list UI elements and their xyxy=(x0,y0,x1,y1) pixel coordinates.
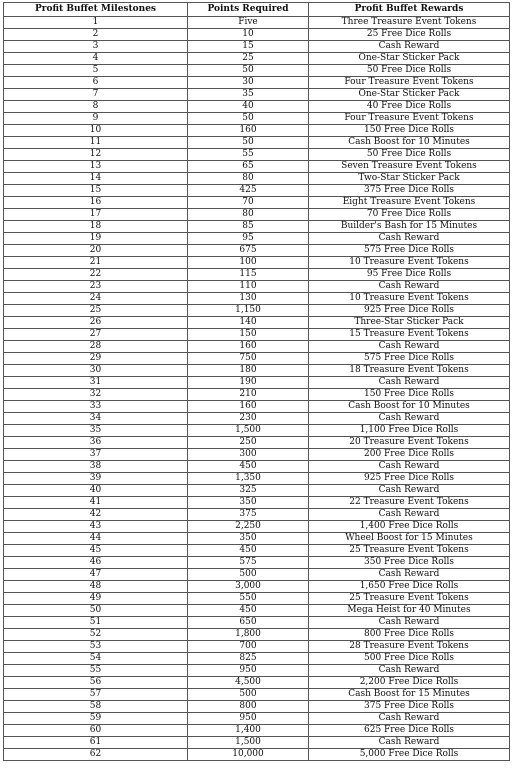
points-cell: 180 xyxy=(188,365,309,377)
table-row xyxy=(4,401,510,413)
points-cell: 250 xyxy=(188,437,309,449)
table-row xyxy=(4,281,510,293)
reward-cell: Cash Reward xyxy=(309,509,510,521)
reward-cell: Cash Reward xyxy=(309,485,510,497)
table-row xyxy=(4,617,510,629)
table-row xyxy=(4,581,510,593)
table-row xyxy=(4,137,510,149)
points-cell: 190 xyxy=(188,377,309,389)
points-cell: 50 xyxy=(188,65,309,77)
milestone-cell: 27 xyxy=(4,329,188,341)
table-row xyxy=(4,737,510,749)
points-cell: 4,500 xyxy=(188,677,309,689)
table-row xyxy=(4,125,510,137)
reward-cell: Cash Reward xyxy=(309,413,510,425)
table-row xyxy=(4,425,510,437)
reward-cell: Cash Reward xyxy=(309,233,510,245)
reward-cell: Cash Reward xyxy=(309,713,510,725)
points-cell: 230 xyxy=(188,413,309,425)
reward-cell: 200 Free Dice Rolls xyxy=(309,449,510,461)
milestone-cell: 38 xyxy=(4,461,188,473)
header-milestones: Profit Buffet Milestones xyxy=(4,3,188,17)
table-row xyxy=(4,641,510,653)
table-row xyxy=(4,677,510,689)
reward-cell: 5,000 Free Dice Rolls xyxy=(309,749,510,761)
table-row xyxy=(4,461,510,473)
reward-cell: 25 Treasure Event Tokens xyxy=(309,593,510,605)
table-row xyxy=(4,209,510,221)
points-cell: 85 xyxy=(188,221,309,233)
points-cell: 375 xyxy=(188,509,309,521)
milestone-cell: 10 xyxy=(4,125,188,137)
reward-cell: 575 Free Dice Rolls xyxy=(309,245,510,257)
table-row xyxy=(4,497,510,509)
milestone-cell: 44 xyxy=(4,533,188,545)
milestone-cell: 14 xyxy=(4,173,188,185)
table-row xyxy=(4,269,510,281)
table-row xyxy=(4,317,510,329)
table-row xyxy=(4,257,510,269)
reward-cell: Eight Treasure Event Tokens xyxy=(309,197,510,209)
points-cell: 300 xyxy=(188,449,309,461)
milestone-cell: 52 xyxy=(4,629,188,641)
reward-cell: 28 Treasure Event Tokens xyxy=(309,641,510,653)
points-cell: 25 xyxy=(188,53,309,65)
reward-cell: 575 Free Dice Rolls xyxy=(309,353,510,365)
milestone-cell: 30 xyxy=(4,365,188,377)
milestone-cell: 7 xyxy=(4,89,188,101)
table-row xyxy=(4,449,510,461)
milestone-cell: 40 xyxy=(4,485,188,497)
points-cell: 825 xyxy=(188,653,309,665)
table-row xyxy=(4,65,510,77)
table-row xyxy=(4,389,510,401)
milestone-cell: 6 xyxy=(4,77,188,89)
profit-buffet-table xyxy=(3,2,510,761)
milestone-cell: 60 xyxy=(4,725,188,737)
milestone-cell: 41 xyxy=(4,497,188,509)
table-row xyxy=(4,557,510,569)
points-cell: 55 xyxy=(188,149,309,161)
milestone-cell: 12 xyxy=(4,149,188,161)
points-cell: 750 xyxy=(188,353,309,365)
reward-cell: Cash Boost for 10 Minutes xyxy=(309,137,510,149)
milestone-cell: 11 xyxy=(4,137,188,149)
points-cell: 2,250 xyxy=(188,521,309,533)
points-cell: 450 xyxy=(188,461,309,473)
table-row xyxy=(4,569,510,581)
points-cell: 160 xyxy=(188,341,309,353)
points-cell: 950 xyxy=(188,665,309,677)
milestone-cell: 39 xyxy=(4,473,188,485)
milestone-cell: 53 xyxy=(4,641,188,653)
reward-cell: 18 Treasure Event Tokens xyxy=(309,365,510,377)
reward-cell: Cash Boost for 15 Minutes xyxy=(309,689,510,701)
milestone-cell: 15 xyxy=(4,185,188,197)
points-cell: 40 xyxy=(188,101,309,113)
milestone-cell: 4 xyxy=(4,53,188,65)
table-row xyxy=(4,689,510,701)
points-cell: 650 xyxy=(188,617,309,629)
milestone-cell: 46 xyxy=(4,557,188,569)
milestone-cell: 16 xyxy=(4,197,188,209)
reward-cell: 1,400 Free Dice Rolls xyxy=(309,521,510,533)
table-row xyxy=(4,545,510,557)
points-cell: 80 xyxy=(188,209,309,221)
points-cell: 450 xyxy=(188,545,309,557)
milestone-cell: 1 xyxy=(4,17,188,29)
table-row xyxy=(4,413,510,425)
table-row xyxy=(4,305,510,317)
milestone-cell: 17 xyxy=(4,209,188,221)
reward-cell: Cash Reward xyxy=(309,569,510,581)
points-cell: 130 xyxy=(188,293,309,305)
reward-cell: One-Star Sticker Pack xyxy=(309,53,510,65)
milestone-cell: 45 xyxy=(4,545,188,557)
milestone-cell: 28 xyxy=(4,341,188,353)
milestone-cell: 36 xyxy=(4,437,188,449)
table-row xyxy=(4,113,510,125)
reward-cell: 22 Treasure Event Tokens xyxy=(309,497,510,509)
reward-cell: Cash Reward xyxy=(309,617,510,629)
milestone-cell: 33 xyxy=(4,401,188,413)
table-row xyxy=(4,185,510,197)
points-cell: 10,000 xyxy=(188,749,309,761)
milestone-cell: 20 xyxy=(4,245,188,257)
reward-cell: 925 Free Dice Rolls xyxy=(309,305,510,317)
milestone-cell: 57 xyxy=(4,689,188,701)
points-cell: 210 xyxy=(188,389,309,401)
points-cell: 700 xyxy=(188,641,309,653)
table-row xyxy=(4,725,510,737)
milestone-cell: 58 xyxy=(4,701,188,713)
reward-cell: Cash Boost for 10 Minutes xyxy=(309,401,510,413)
table-header xyxy=(4,3,510,17)
table-row xyxy=(4,329,510,341)
reward-cell: 150 Free Dice Rolls xyxy=(309,389,510,401)
points-cell: Five xyxy=(188,17,309,29)
table-row xyxy=(4,17,510,29)
reward-cell: Wheel Boost for 15 Minutes xyxy=(309,533,510,545)
points-cell: 1,500 xyxy=(188,425,309,437)
reward-cell: 10 Treasure Event Tokens xyxy=(309,257,510,269)
milestone-cell: 5 xyxy=(4,65,188,77)
milestone-cell: 56 xyxy=(4,677,188,689)
reward-cell: Cash Reward xyxy=(309,461,510,473)
reward-cell: 70 Free Dice Rolls xyxy=(309,209,510,221)
milestone-cell: 3 xyxy=(4,41,188,53)
points-cell: 160 xyxy=(188,401,309,413)
milestone-cell: 2 xyxy=(4,29,188,41)
milestone-cell: 26 xyxy=(4,317,188,329)
reward-cell: One-Star Sticker Pack xyxy=(309,89,510,101)
table-row xyxy=(4,593,510,605)
points-cell: 950 xyxy=(188,713,309,725)
table-row xyxy=(4,149,510,161)
milestone-cell: 19 xyxy=(4,233,188,245)
reward-cell: Builder's Bash for 15 Minutes xyxy=(309,221,510,233)
table-row xyxy=(4,749,510,761)
table-row xyxy=(4,221,510,233)
points-cell: 325 xyxy=(188,485,309,497)
points-cell: 450 xyxy=(188,605,309,617)
points-cell: 575 xyxy=(188,557,309,569)
reward-cell: Four Treasure Event Tokens xyxy=(309,113,510,125)
points-cell: 3,000 xyxy=(188,581,309,593)
milestone-cell: 54 xyxy=(4,653,188,665)
table-row xyxy=(4,701,510,713)
milestone-cell: 22 xyxy=(4,269,188,281)
table-row xyxy=(4,521,510,533)
points-cell: 70 xyxy=(188,197,309,209)
table-row xyxy=(4,293,510,305)
table-row xyxy=(4,197,510,209)
reward-cell: Seven Treasure Event Tokens xyxy=(309,161,510,173)
table-row xyxy=(4,653,510,665)
reward-cell: 95 Free Dice Rolls xyxy=(309,269,510,281)
table-row xyxy=(4,41,510,53)
milestone-cell: 59 xyxy=(4,713,188,725)
table-row xyxy=(4,605,510,617)
table-row xyxy=(4,161,510,173)
points-cell: 1,150 xyxy=(188,305,309,317)
table-row xyxy=(4,665,510,677)
milestone-cell: 61 xyxy=(4,737,188,749)
reward-cell: Cash Reward xyxy=(309,281,510,293)
milestone-cell: 35 xyxy=(4,425,188,437)
points-cell: 30 xyxy=(188,77,309,89)
table-row xyxy=(4,353,510,365)
reward-cell: 1,650 Free Dice Rolls xyxy=(309,581,510,593)
reward-cell: Cash Reward xyxy=(309,377,510,389)
milestone-cell: 18 xyxy=(4,221,188,233)
reward-cell: Three Treasure Event Tokens xyxy=(309,17,510,29)
reward-cell: Two-Star Sticker Pack xyxy=(309,173,510,185)
points-cell: 80 xyxy=(188,173,309,185)
milestone-cell: 37 xyxy=(4,449,188,461)
points-cell: 150 xyxy=(188,329,309,341)
reward-cell: Cash Reward xyxy=(309,737,510,749)
reward-cell: Cash Reward xyxy=(309,41,510,53)
milestone-cell: 42 xyxy=(4,509,188,521)
table-row xyxy=(4,533,510,545)
points-cell: 10 xyxy=(188,29,309,41)
points-cell: 50 xyxy=(188,137,309,149)
header-rewards: Profit Buffet Rewards xyxy=(309,3,510,17)
points-cell: 350 xyxy=(188,497,309,509)
milestone-cell: 25 xyxy=(4,305,188,317)
points-cell: 140 xyxy=(188,317,309,329)
table-row xyxy=(4,173,510,185)
points-cell: 425 xyxy=(188,185,309,197)
points-cell: 65 xyxy=(188,161,309,173)
points-cell: 110 xyxy=(188,281,309,293)
table-row xyxy=(4,77,510,89)
milestone-cell: 50 xyxy=(4,605,188,617)
milestone-cell: 49 xyxy=(4,593,188,605)
milestone-cell: 32 xyxy=(4,389,188,401)
reward-cell: Four Treasure Event Tokens xyxy=(309,77,510,89)
reward-cell: 350 Free Dice Rolls xyxy=(309,557,510,569)
table-body xyxy=(4,17,510,761)
header-row xyxy=(4,3,510,17)
table-row xyxy=(4,365,510,377)
points-cell: 675 xyxy=(188,245,309,257)
milestone-cell: 9 xyxy=(4,113,188,125)
points-cell: 1,350 xyxy=(188,473,309,485)
milestone-cell: 29 xyxy=(4,353,188,365)
reward-cell: 40 Free Dice Rolls xyxy=(309,101,510,113)
table-row xyxy=(4,29,510,41)
points-cell: 95 xyxy=(188,233,309,245)
table-row xyxy=(4,485,510,497)
milestone-cell: 47 xyxy=(4,569,188,581)
reward-cell: 500 Free Dice Rolls xyxy=(309,653,510,665)
reward-cell: 150 Free Dice Rolls xyxy=(309,125,510,137)
table-row xyxy=(4,377,510,389)
milestone-cell: 13 xyxy=(4,161,188,173)
points-cell: 100 xyxy=(188,257,309,269)
milestone-cell: 51 xyxy=(4,617,188,629)
reward-cell: 10 Treasure Event Tokens xyxy=(309,293,510,305)
reward-cell: 2,200 Free Dice Rolls xyxy=(309,677,510,689)
table-row xyxy=(4,341,510,353)
table-row xyxy=(4,245,510,257)
reward-cell: 925 Free Dice Rolls xyxy=(309,473,510,485)
table-row xyxy=(4,473,510,485)
table-row xyxy=(4,89,510,101)
points-cell: 500 xyxy=(188,569,309,581)
points-cell: 115 xyxy=(188,269,309,281)
reward-cell: Cash Reward xyxy=(309,665,510,677)
points-cell: 550 xyxy=(188,593,309,605)
reward-cell: 375 Free Dice Rolls xyxy=(309,701,510,713)
milestone-cell: 34 xyxy=(4,413,188,425)
milestone-cell: 62 xyxy=(4,749,188,761)
points-cell: 1,400 xyxy=(188,725,309,737)
points-cell: 35 xyxy=(188,89,309,101)
reward-cell: Cash Reward xyxy=(309,341,510,353)
reward-cell: 20 Treasure Event Tokens xyxy=(309,437,510,449)
reward-cell: 25 Free Dice Rolls xyxy=(309,29,510,41)
table-row xyxy=(4,437,510,449)
reward-cell: Mega Heist for 40 Minutes xyxy=(309,605,510,617)
points-cell: 1,800 xyxy=(188,629,309,641)
table-row xyxy=(4,53,510,65)
milestone-cell: 31 xyxy=(4,377,188,389)
table-row xyxy=(4,713,510,725)
table-row xyxy=(4,233,510,245)
reward-cell: 800 Free Dice Rolls xyxy=(309,629,510,641)
reward-cell: 50 Free Dice Rolls xyxy=(309,149,510,161)
milestone-cell: 23 xyxy=(4,281,188,293)
milestone-cell: 8 xyxy=(4,101,188,113)
reward-cell: 50 Free Dice Rolls xyxy=(309,65,510,77)
points-cell: 350 xyxy=(188,533,309,545)
reward-cell: 625 Free Dice Rolls xyxy=(309,725,510,737)
reward-cell: 1,100 Free Dice Rolls xyxy=(309,425,510,437)
milestone-cell: 43 xyxy=(4,521,188,533)
table-row xyxy=(4,629,510,641)
reward-cell: Three-Star Sticker Pack xyxy=(309,317,510,329)
points-cell: 50 xyxy=(188,113,309,125)
table-row xyxy=(4,101,510,113)
reward-cell: 15 Treasure Event Tokens xyxy=(309,329,510,341)
points-cell: 160 xyxy=(188,125,309,137)
table-row xyxy=(4,509,510,521)
points-cell: 1,500 xyxy=(188,737,309,749)
reward-cell: 25 Treasure Event Tokens xyxy=(309,545,510,557)
reward-cell: 375 Free Dice Rolls xyxy=(309,185,510,197)
points-cell: 15 xyxy=(188,41,309,53)
milestone-cell: 24 xyxy=(4,293,188,305)
milestone-cell: 55 xyxy=(4,665,188,677)
points-cell: 500 xyxy=(188,689,309,701)
milestone-cell: 48 xyxy=(4,581,188,593)
header-points-required: Points Required xyxy=(188,3,309,17)
points-cell: 800 xyxy=(188,701,309,713)
milestone-cell: 21 xyxy=(4,257,188,269)
